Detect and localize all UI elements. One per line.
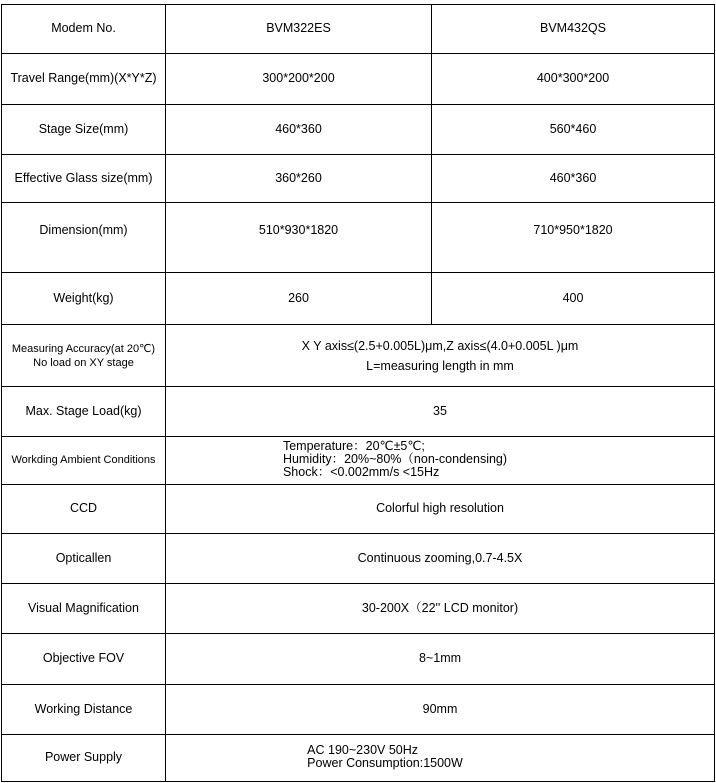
opticallen-label: Opticallen [2, 534, 166, 584]
power-supply-line2: Power Consumption:1500W [307, 756, 463, 771]
accuracy-label [2, 325, 166, 387]
working-distance-value: 90mm [166, 685, 715, 735]
travel-range-a: 300*200*200 [166, 54, 432, 105]
accuracy-value [166, 325, 715, 387]
stage-size-a: 460*360 [166, 105, 432, 155]
accuracy-label-line2: No load on XY stage [33, 357, 134, 370]
ccd-label: CCD [2, 485, 166, 534]
ambient-temperature: Temperature：20℃±5℃; [282, 439, 425, 454]
effective-glass-b: 460*360 [432, 155, 715, 203]
dimension-a: 510*930*1820 [166, 203, 432, 273]
accuracy-label-line1: Measuring Accuracy(at 20℃) [11, 342, 156, 355]
working-distance-label: Working Distance [2, 685, 166, 735]
header-label: Modem No. [2, 5, 166, 54]
stage-size-b: 560*460 [432, 105, 715, 155]
ambient-value [166, 437, 715, 485]
table-row-ambient [2, 437, 715, 485]
weight-label: Weight(kg) [2, 273, 166, 325]
table-row-working-distance [2, 685, 715, 735]
ambient-label: Workding Ambient Conditions [2, 437, 166, 485]
ambient-humidity: Humidity：20%~80%（non-condensing) [282, 452, 508, 467]
power-supply-label: Power Supply [2, 735, 166, 782]
spec-table [1, 4, 715, 782]
header-model-b: BVM432QS [432, 5, 715, 54]
table-row-power-supply [2, 735, 715, 782]
dimension-b: 710*950*1820 [432, 203, 715, 273]
weight-b: 400 [432, 273, 715, 325]
table-row-effective-glass [2, 155, 715, 203]
visual-magnification-label: Visual Magnification [2, 584, 166, 634]
ambient-shock: Shock：<0.002mm/s <15Hz [282, 465, 440, 480]
visual-magnification-value: 30-200X（22'' LCD monitor) [166, 584, 715, 634]
objective-fov-value: 8~1mm [166, 634, 715, 685]
table-row-visual-magnification [2, 584, 715, 634]
accuracy-value-line2: L=measuring length in mm [366, 358, 514, 373]
header-model-a: BVM322ES [166, 5, 432, 54]
ccd-value: Colorful high resolution [166, 485, 715, 534]
table-row-max-load [2, 387, 715, 437]
table-row-objective-fov [2, 634, 715, 685]
power-supply-value [166, 735, 715, 782]
weight-a: 260 [166, 273, 432, 325]
table-row-opticallen [2, 534, 715, 584]
travel-range-b: 400*300*200 [432, 54, 715, 105]
opticallen-value: Continuous zooming,0.7-4.5X [166, 534, 715, 584]
travel-range-label: Travel Range(mm)(X*Y*Z) [2, 54, 166, 105]
table-row-ccd [2, 485, 715, 534]
table-row-dimension [2, 203, 715, 273]
objective-fov-label: Objective FOV [2, 634, 166, 685]
table-row-header [2, 5, 715, 54]
stage-size-label: Stage Size(mm) [2, 105, 166, 155]
effective-glass-label: Effective Glass size(mm) [2, 155, 166, 203]
table-row-weight [2, 273, 715, 325]
power-supply-line1: AC 190~230V 50Hz [307, 743, 419, 758]
table-row-stage-size [2, 105, 715, 155]
dimension-label: Dimension(mm) [2, 203, 166, 273]
max-load-value: 35 [166, 387, 715, 437]
table-row-travel-range [2, 54, 715, 105]
max-load-label: Max. Stage Load(kg) [2, 387, 166, 437]
effective-glass-a: 360*260 [166, 155, 432, 203]
accuracy-value-line1: X Y axis≤(2.5+0.005L)μm,Z axis≤(4.0+0.005L )μm [301, 338, 579, 353]
table-row-accuracy [2, 325, 715, 387]
